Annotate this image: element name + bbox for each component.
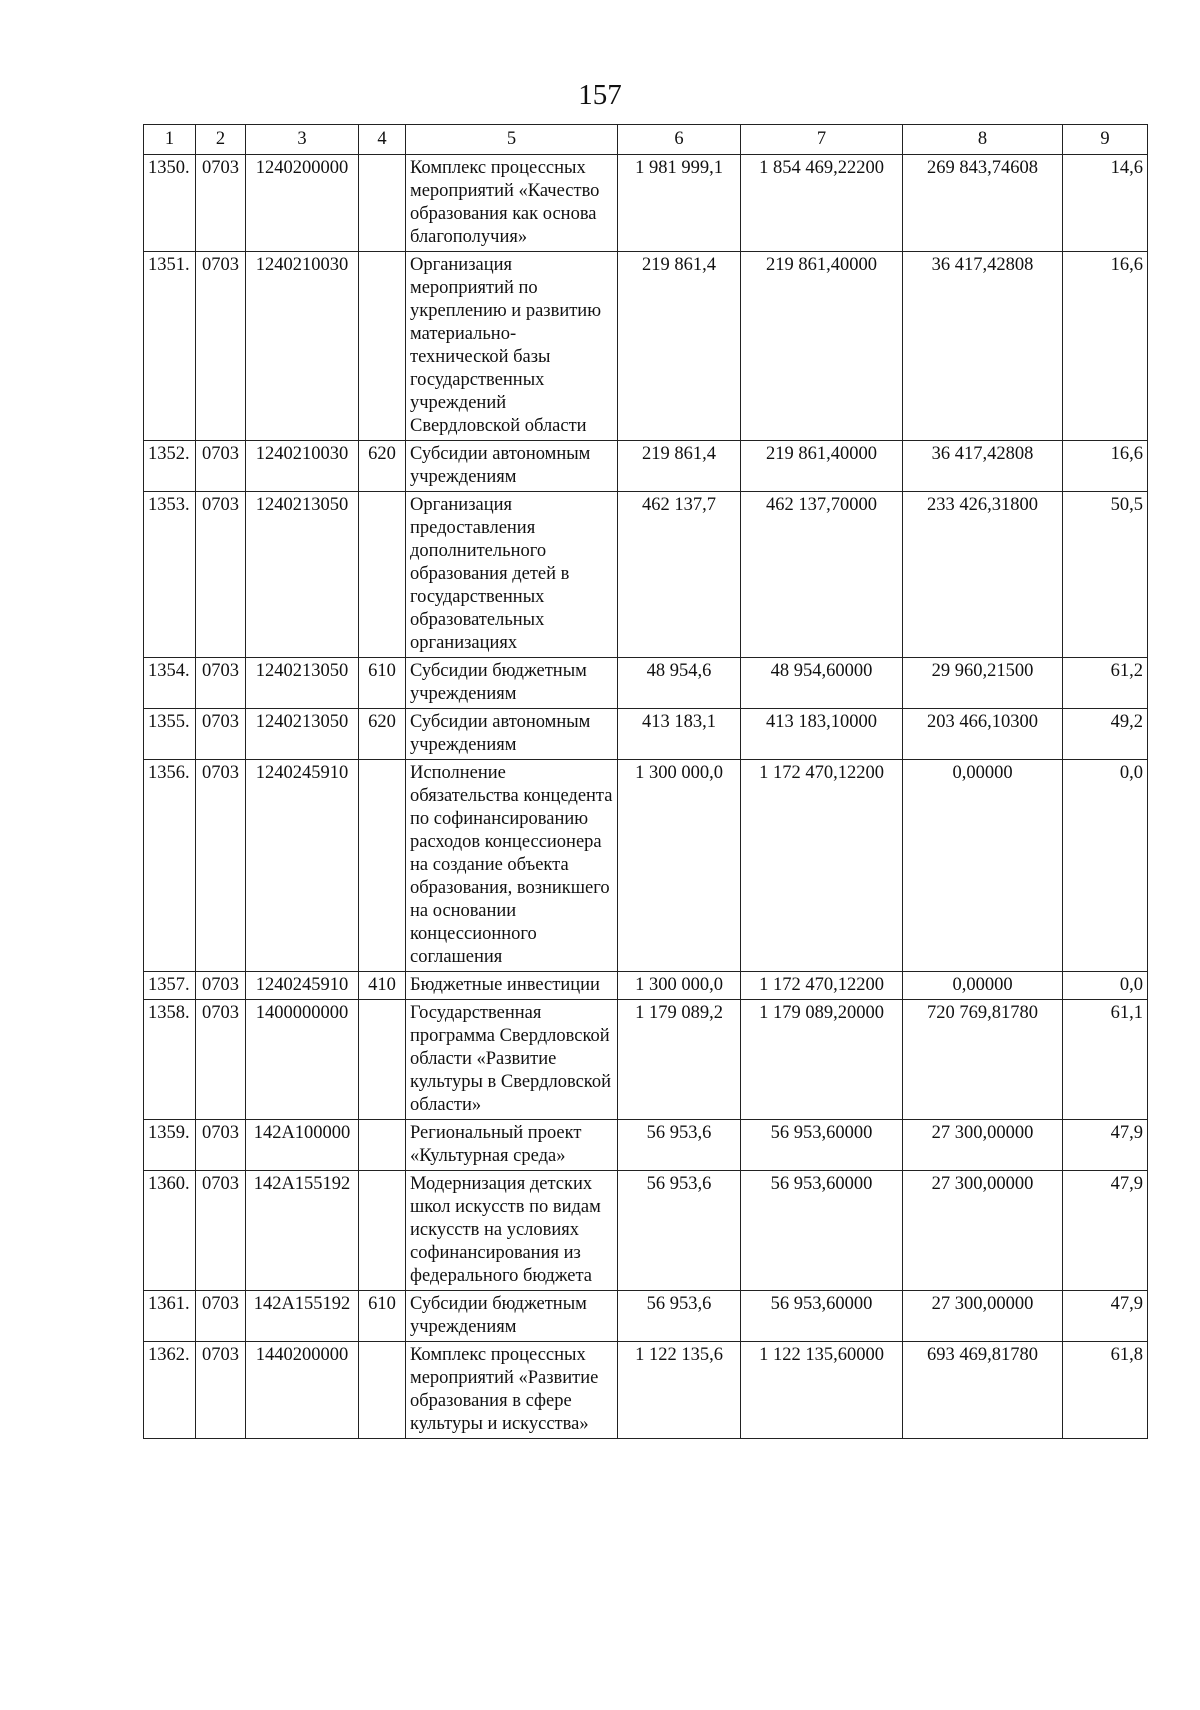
cell-v9: 0,0 bbox=[1063, 972, 1148, 1000]
cell-v7: 1 122 135,60000 bbox=[741, 1342, 903, 1439]
cell-v9: 50,5 bbox=[1063, 492, 1148, 658]
cell-sec: 0703 bbox=[196, 1342, 246, 1439]
table-row bbox=[144, 1342, 1148, 1439]
cell-v9: 47,9 bbox=[1063, 1120, 1148, 1171]
cell-name: Субсидии автономным учреждениям bbox=[406, 441, 618, 492]
cell-vr bbox=[359, 1120, 406, 1171]
cell-num: 1362. bbox=[144, 1342, 196, 1439]
page-number: 157 bbox=[578, 79, 622, 111]
cell-csr: 1240210030 bbox=[246, 252, 359, 441]
cell-sec: 0703 bbox=[196, 760, 246, 972]
cell-csr: 1240213050 bbox=[246, 658, 359, 709]
cell-num: 1353. bbox=[144, 492, 196, 658]
cell-csr: 1440200000 bbox=[246, 1342, 359, 1439]
table-row bbox=[144, 1120, 1148, 1171]
table-row bbox=[144, 709, 1148, 760]
column-header: 2 bbox=[196, 125, 246, 155]
cell-name: Модернизация детских школ искусств по видам искусств на условиях софинансирования из федерального бюджета bbox=[406, 1171, 618, 1291]
table-row bbox=[144, 1291, 1148, 1342]
cell-vr bbox=[359, 492, 406, 658]
column-header: 4 bbox=[359, 125, 406, 155]
cell-name: Бюджетные инвестиции bbox=[406, 972, 618, 1000]
cell-vr: 610 bbox=[359, 658, 406, 709]
cell-v6: 56 953,6 bbox=[618, 1291, 741, 1342]
column-header: 1 bbox=[144, 125, 196, 155]
cell-v9: 16,6 bbox=[1063, 252, 1148, 441]
cell-v8: 203 466,10300 bbox=[903, 709, 1063, 760]
cell-vr: 610 bbox=[359, 1291, 406, 1342]
cell-num: 1354. bbox=[144, 658, 196, 709]
cell-v7: 462 137,70000 bbox=[741, 492, 903, 658]
cell-num: 1357. bbox=[144, 972, 196, 1000]
cell-v8: 693 469,81780 bbox=[903, 1342, 1063, 1439]
cell-v6: 56 953,6 bbox=[618, 1171, 741, 1291]
cell-v9: 47,9 bbox=[1063, 1171, 1148, 1291]
cell-num: 1361. bbox=[144, 1291, 196, 1342]
cell-num: 1350. bbox=[144, 155, 196, 252]
cell-v8: 720 769,81780 bbox=[903, 1000, 1063, 1120]
column-header: 5 bbox=[406, 125, 618, 155]
cell-name: Региональный проект «Культурная среда» bbox=[406, 1120, 618, 1171]
cell-v7: 56 953,60000 bbox=[741, 1171, 903, 1291]
cell-v9: 61,8 bbox=[1063, 1342, 1148, 1439]
table-body bbox=[144, 155, 1148, 1439]
cell-v6: 1 300 000,0 bbox=[618, 760, 741, 972]
cell-vr: 410 bbox=[359, 972, 406, 1000]
cell-v7: 1 172 470,12200 bbox=[741, 972, 903, 1000]
cell-num: 1356. bbox=[144, 760, 196, 972]
cell-name: Организация предоставления дополнительного образования детей в государственных образовательных организациях bbox=[406, 492, 618, 658]
cell-csr: 142A155192 bbox=[246, 1171, 359, 1291]
cell-name: Субсидии бюджетным учреждениям bbox=[406, 1291, 618, 1342]
cell-v6: 48 954,6 bbox=[618, 658, 741, 709]
cell-v7: 413 183,10000 bbox=[741, 709, 903, 760]
cell-v6: 219 861,4 bbox=[618, 441, 741, 492]
cell-name: Субсидии автономным учреждениям bbox=[406, 709, 618, 760]
cell-v7: 219 861,40000 bbox=[741, 441, 903, 492]
cell-num: 1360. bbox=[144, 1171, 196, 1291]
cell-sec: 0703 bbox=[196, 155, 246, 252]
cell-sec: 0703 bbox=[196, 1291, 246, 1342]
cell-csr: 142A155192 bbox=[246, 1291, 359, 1342]
cell-v7: 219 861,40000 bbox=[741, 252, 903, 441]
table-row bbox=[144, 155, 1148, 252]
table-row bbox=[144, 1000, 1148, 1120]
cell-name: Организация мероприятий по укреплению и развитию материально-технической базы государственных учреждений Свердловской области bbox=[406, 252, 618, 441]
cell-name: Комплекс процессных мероприятий «Качество образования как основа благополучия» bbox=[406, 155, 618, 252]
cell-v6: 413 183,1 bbox=[618, 709, 741, 760]
cell-v8: 27 300,00000 bbox=[903, 1291, 1063, 1342]
table-row bbox=[144, 972, 1148, 1000]
cell-name: Комплекс процессных мероприятий «Развитие образования в сфере культуры и искусства» bbox=[406, 1342, 618, 1439]
cell-vr bbox=[359, 1000, 406, 1120]
table-row bbox=[144, 492, 1148, 658]
cell-v8: 233 426,31800 bbox=[903, 492, 1063, 658]
cell-v7: 56 953,60000 bbox=[741, 1120, 903, 1171]
header-row bbox=[144, 125, 1148, 155]
cell-v8: 36 417,42808 bbox=[903, 252, 1063, 441]
cell-csr: 1240213050 bbox=[246, 492, 359, 658]
column-header: 7 bbox=[741, 125, 903, 155]
cell-name: Исполнение обязательства концедента по софинансированию расходов концессионера на создание объекта образования, возникшего на основании концессионного соглашения bbox=[406, 760, 618, 972]
cell-vr bbox=[359, 1171, 406, 1291]
cell-csr: 1240210030 bbox=[246, 441, 359, 492]
table-row bbox=[144, 760, 1148, 972]
cell-sec: 0703 bbox=[196, 1120, 246, 1171]
cell-csr: 142A100000 bbox=[246, 1120, 359, 1171]
cell-sec: 0703 bbox=[196, 1000, 246, 1120]
cell-v8: 29 960,21500 bbox=[903, 658, 1063, 709]
cell-csr: 1240245910 bbox=[246, 760, 359, 972]
column-header: 3 bbox=[246, 125, 359, 155]
cell-v6: 219 861,4 bbox=[618, 252, 741, 441]
cell-v7: 1 854 469,22200 bbox=[741, 155, 903, 252]
cell-v8: 27 300,00000 bbox=[903, 1171, 1063, 1291]
table-row bbox=[144, 658, 1148, 709]
cell-v6: 1 179 089,2 bbox=[618, 1000, 741, 1120]
cell-num: 1351. bbox=[144, 252, 196, 441]
cell-v7: 1 172 470,12200 bbox=[741, 760, 903, 972]
column-header: 8 bbox=[903, 125, 1063, 155]
cell-v7: 56 953,60000 bbox=[741, 1291, 903, 1342]
cell-csr: 1240213050 bbox=[246, 709, 359, 760]
cell-v8: 0,00000 bbox=[903, 972, 1063, 1000]
table-row bbox=[144, 1171, 1148, 1291]
cell-v6: 1 122 135,6 bbox=[618, 1342, 741, 1439]
cell-num: 1359. bbox=[144, 1120, 196, 1171]
cell-v8: 269 843,74608 bbox=[903, 155, 1063, 252]
cell-v7: 48 954,60000 bbox=[741, 658, 903, 709]
cell-v6: 462 137,7 bbox=[618, 492, 741, 658]
cell-vr bbox=[359, 1342, 406, 1439]
column-header: 6 bbox=[618, 125, 741, 155]
cell-vr: 620 bbox=[359, 709, 406, 760]
cell-num: 1355. bbox=[144, 709, 196, 760]
cell-num: 1358. bbox=[144, 1000, 196, 1120]
cell-csr: 1240200000 bbox=[246, 155, 359, 252]
cell-name: Государственная программа Свердловской области «Развитие культуры в Свердловской области» bbox=[406, 1000, 618, 1120]
cell-vr bbox=[359, 252, 406, 441]
cell-sec: 0703 bbox=[196, 252, 246, 441]
cell-num: 1352. bbox=[144, 441, 196, 492]
cell-csr: 1240245910 bbox=[246, 972, 359, 1000]
table-row bbox=[144, 441, 1148, 492]
table-header bbox=[144, 125, 1148, 155]
cell-v9: 49,2 bbox=[1063, 709, 1148, 760]
cell-sec: 0703 bbox=[196, 441, 246, 492]
budget-table bbox=[143, 124, 1148, 1439]
cell-vr bbox=[359, 760, 406, 972]
cell-sec: 0703 bbox=[196, 1171, 246, 1291]
cell-sec: 0703 bbox=[196, 709, 246, 760]
cell-v9: 47,9 bbox=[1063, 1291, 1148, 1342]
table-row bbox=[144, 252, 1148, 441]
cell-v9: 61,2 bbox=[1063, 658, 1148, 709]
cell-v7: 1 179 089,20000 bbox=[741, 1000, 903, 1120]
cell-v6: 1 300 000,0 bbox=[618, 972, 741, 1000]
column-header: 9 bbox=[1063, 125, 1148, 155]
cell-sec: 0703 bbox=[196, 658, 246, 709]
cell-v8: 27 300,00000 bbox=[903, 1120, 1063, 1171]
cell-name: Субсидии бюджетным учреждениям bbox=[406, 658, 618, 709]
cell-sec: 0703 bbox=[196, 972, 246, 1000]
cell-v6: 56 953,6 bbox=[618, 1120, 741, 1171]
cell-v8: 36 417,42808 bbox=[903, 441, 1063, 492]
cell-v9: 0,0 bbox=[1063, 760, 1148, 972]
cell-v9: 61,1 bbox=[1063, 1000, 1148, 1120]
cell-sec: 0703 bbox=[196, 492, 246, 658]
cell-csr: 1400000000 bbox=[246, 1000, 359, 1120]
cell-v8: 0,00000 bbox=[903, 760, 1063, 972]
cell-vr: 620 bbox=[359, 441, 406, 492]
cell-v9: 14,6 bbox=[1063, 155, 1148, 252]
cell-vr bbox=[359, 155, 406, 252]
cell-v6: 1 981 999,1 bbox=[618, 155, 741, 252]
cell-v9: 16,6 bbox=[1063, 441, 1148, 492]
